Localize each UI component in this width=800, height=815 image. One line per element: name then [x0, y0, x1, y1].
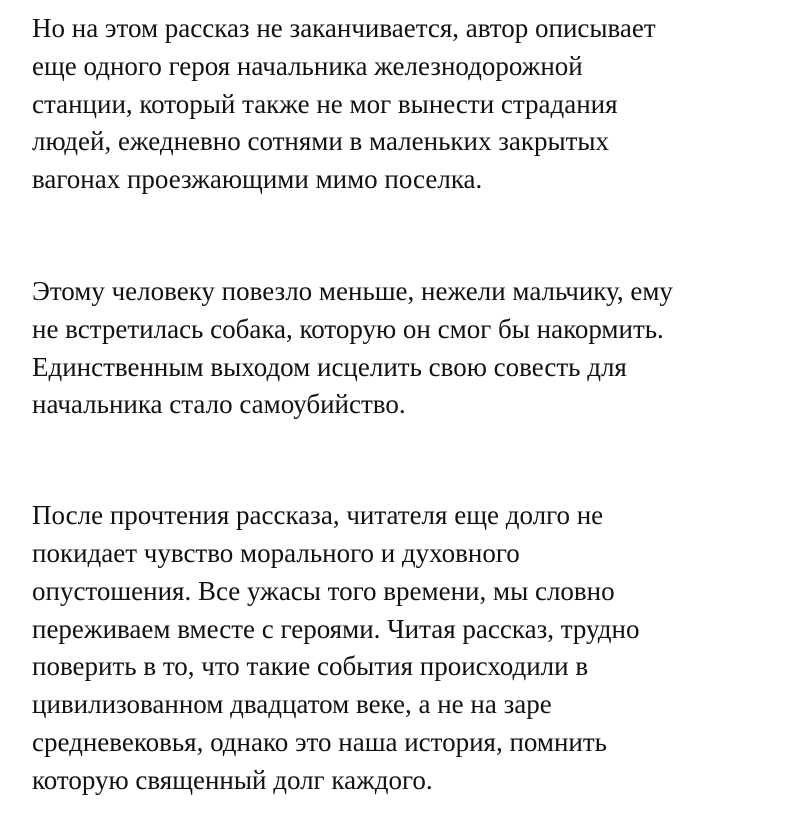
paragraph-spacer: [32, 424, 777, 497]
document-page: [32, 10, 777, 800]
paragraph-1: [32, 10, 777, 199]
text-line: которую священный долг каждого.: [32, 764, 433, 795]
text-line: Но на этом рассказ не заканчивается, автор описывает: [32, 13, 656, 43]
text-line: еще одного героя начальника железнодорожной: [32, 50, 583, 81]
text-line: Единственным выходом исцелить свою совесть для: [32, 351, 627, 382]
text-line: поверить в то, что такие события происходили в: [32, 651, 589, 682]
text-line: Этому человеку повезло меньше, нежели мальчику, ему: [32, 275, 673, 306]
text-line: станции, который также не мог вынести страдания: [32, 88, 618, 119]
text-line: переживаем вместе с героями. Читая рассказ, трудно: [32, 613, 640, 644]
text-line: средневековья, однако это наша история, помнить: [32, 726, 607, 757]
text-line: покидает чувство морального и духовного: [32, 537, 520, 568]
text-line: опустошения. Все ужасы того времени, мы словно: [32, 575, 615, 606]
paragraph-3: [32, 497, 777, 799]
text-line: не встретилась собака, которую он смог бы накормить.: [32, 313, 664, 344]
text-line: начальника стало самоубийство.: [32, 389, 406, 420]
text-line: вагонах проезжающими мимо поселка.: [32, 164, 483, 195]
text-line: цивилизованном двадцатом веке, а не на заре: [32, 689, 552, 720]
paragraph-spacer: [32, 199, 777, 273]
paragraph-2: [32, 273, 777, 424]
text-line: После прочтения рассказа, читателя еще долго не: [32, 500, 604, 531]
text-line: людей, ежедневно сотнями в маленьких закрытых: [32, 126, 610, 157]
